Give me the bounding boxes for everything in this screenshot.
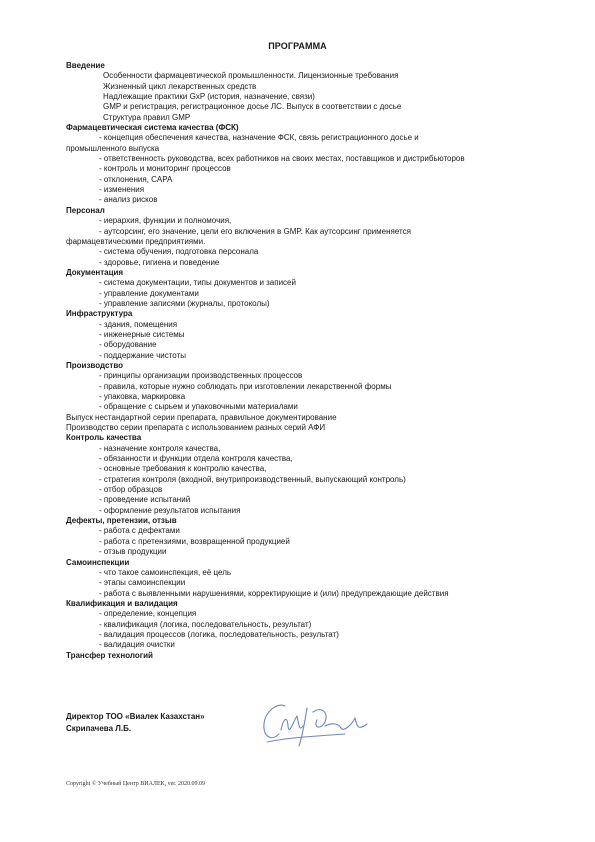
section-item: - отбор образцов xyxy=(99,485,163,495)
signatory-name: Скрипачева Л.Б. xyxy=(66,724,132,733)
signature-block xyxy=(66,711,205,735)
section-item: - управление записями (журналы, протоколы) xyxy=(99,298,270,308)
section-item: - система документации, типы документов и записей xyxy=(99,278,296,288)
section-item: - принципы организации производственных процессов xyxy=(99,371,303,381)
section-item: - отклонения, CAPA xyxy=(99,174,173,184)
section-item: - валидация очистки xyxy=(99,640,175,650)
section-item: - обращение с сырьем и упаковочными материалами xyxy=(99,402,298,412)
section-item: - проведение испытаний xyxy=(99,495,191,505)
section-item: Производство серии препарата с использованием разных серий АФИ xyxy=(66,423,326,433)
section-heading: Инфраструктура xyxy=(66,309,133,319)
section-item: - правила, которые нужно соблюдать при изготовлении лекарственной формы xyxy=(99,381,392,391)
section-item: - изменения xyxy=(99,185,145,195)
section-heading: Персонал xyxy=(66,205,105,215)
handwritten-signature xyxy=(255,698,385,750)
section-item: - работа с выявленными нарушениями, корректирующие и (или) предупреждающие действия xyxy=(99,588,449,598)
section-heading: Контроль качества xyxy=(66,433,142,443)
section-heading: Дефекты, претензии, отзыв xyxy=(66,516,177,526)
page-title: ПРОГРАММА xyxy=(268,41,327,51)
section-item: - инженерные системы xyxy=(99,329,185,339)
signatory-position: Директор ТОО «Виалек Казахстан» xyxy=(66,712,205,721)
section-heading: Квалификация и валидация xyxy=(66,598,178,608)
section-item: - концепция обеспечения качества, назначение ФСК, связь регистрационного досье и xyxy=(99,133,419,143)
section-item: - поддержание чистоты xyxy=(99,350,186,360)
section-heading: Трансфер технологий xyxy=(66,650,153,660)
section-item: промышленного выпуска xyxy=(66,143,160,153)
section-item: - обязанности и функции отдела контроля качества, xyxy=(99,454,293,464)
section-item: - определение, концепция xyxy=(99,609,197,619)
program-body xyxy=(66,61,566,661)
section-item: - работа с претензиями, возвращенной продукцией xyxy=(99,536,290,546)
section-heading: Введение xyxy=(66,61,105,70)
section-item: - контроль и мониторинг процессов xyxy=(99,164,231,174)
section-item: - квалификация (логика, последовательность, результат) xyxy=(99,619,312,629)
section-item: - оформление результатов испытания xyxy=(99,505,241,515)
section-item: - что такое самоинспекция, её цель xyxy=(99,567,232,577)
section-item: GMP и регистрация, регистрационное досье ЛС. Выпуск в соответствии с досье xyxy=(103,102,402,112)
section-item: - анализ рисков xyxy=(99,195,158,205)
copyright-footer: Copyright © Учебный Центр ВИАЛЕК, ver. 2020.09.09 xyxy=(66,781,205,787)
section-item: - иерархия, функции и полномочия, xyxy=(99,216,232,226)
section-heading: Документация xyxy=(66,267,124,277)
section-heading: Самоинспекции xyxy=(66,557,130,567)
section-heading: Фармацевтическая система качества (ФСК) xyxy=(66,123,239,133)
section-item: - здоровье, гигиена и поведение xyxy=(99,257,220,267)
section-item: - отзыв продукции xyxy=(99,547,167,557)
section-item: Особенности фармацевтической промышленности. Лицензионные требования xyxy=(103,71,399,81)
section-item: фармацевтическими предприятиями. xyxy=(66,236,206,246)
section-item: - стратегия контроля (входной, внутрипроизводственный, выпускающий контроль) xyxy=(99,474,406,484)
section-item: - валидация процессов (логика, последовательность, результат) xyxy=(99,629,339,639)
section-item: - этапы самоинспекции xyxy=(99,578,186,588)
section-item: - работа с дефектами xyxy=(99,526,180,536)
section-item: - упаковка, маркировка xyxy=(99,392,186,401)
section-item: - система обучения, подготовка персонала xyxy=(99,247,259,257)
section-item: - назначение контроля качества, xyxy=(99,443,221,453)
section-item: Жизненный цикл лекарственных средств xyxy=(103,81,257,91)
section-item: Структура правил GMP xyxy=(103,112,191,122)
section-item: - аутсорсинг, его значение, цели его включения в GMP. Как аутсорсинг применяется xyxy=(99,226,411,236)
section-item: - здания, помещения xyxy=(99,319,178,329)
section-item: - управление документами xyxy=(99,288,199,298)
section-item: Надлежащие практики GxP (история, назначение, связи) xyxy=(103,92,315,102)
section-item: Выпуск нестандартной серии препарата, правильное документирование xyxy=(66,412,337,422)
section-heading: Производство xyxy=(66,360,124,370)
section-item: - основные требования к контролю качества, xyxy=(99,464,267,474)
section-item: - оборудование xyxy=(99,340,157,350)
section-item: - ответственность руководства, всех работников на своих местах, поставщиков и дистрибьюторов xyxy=(99,154,465,164)
